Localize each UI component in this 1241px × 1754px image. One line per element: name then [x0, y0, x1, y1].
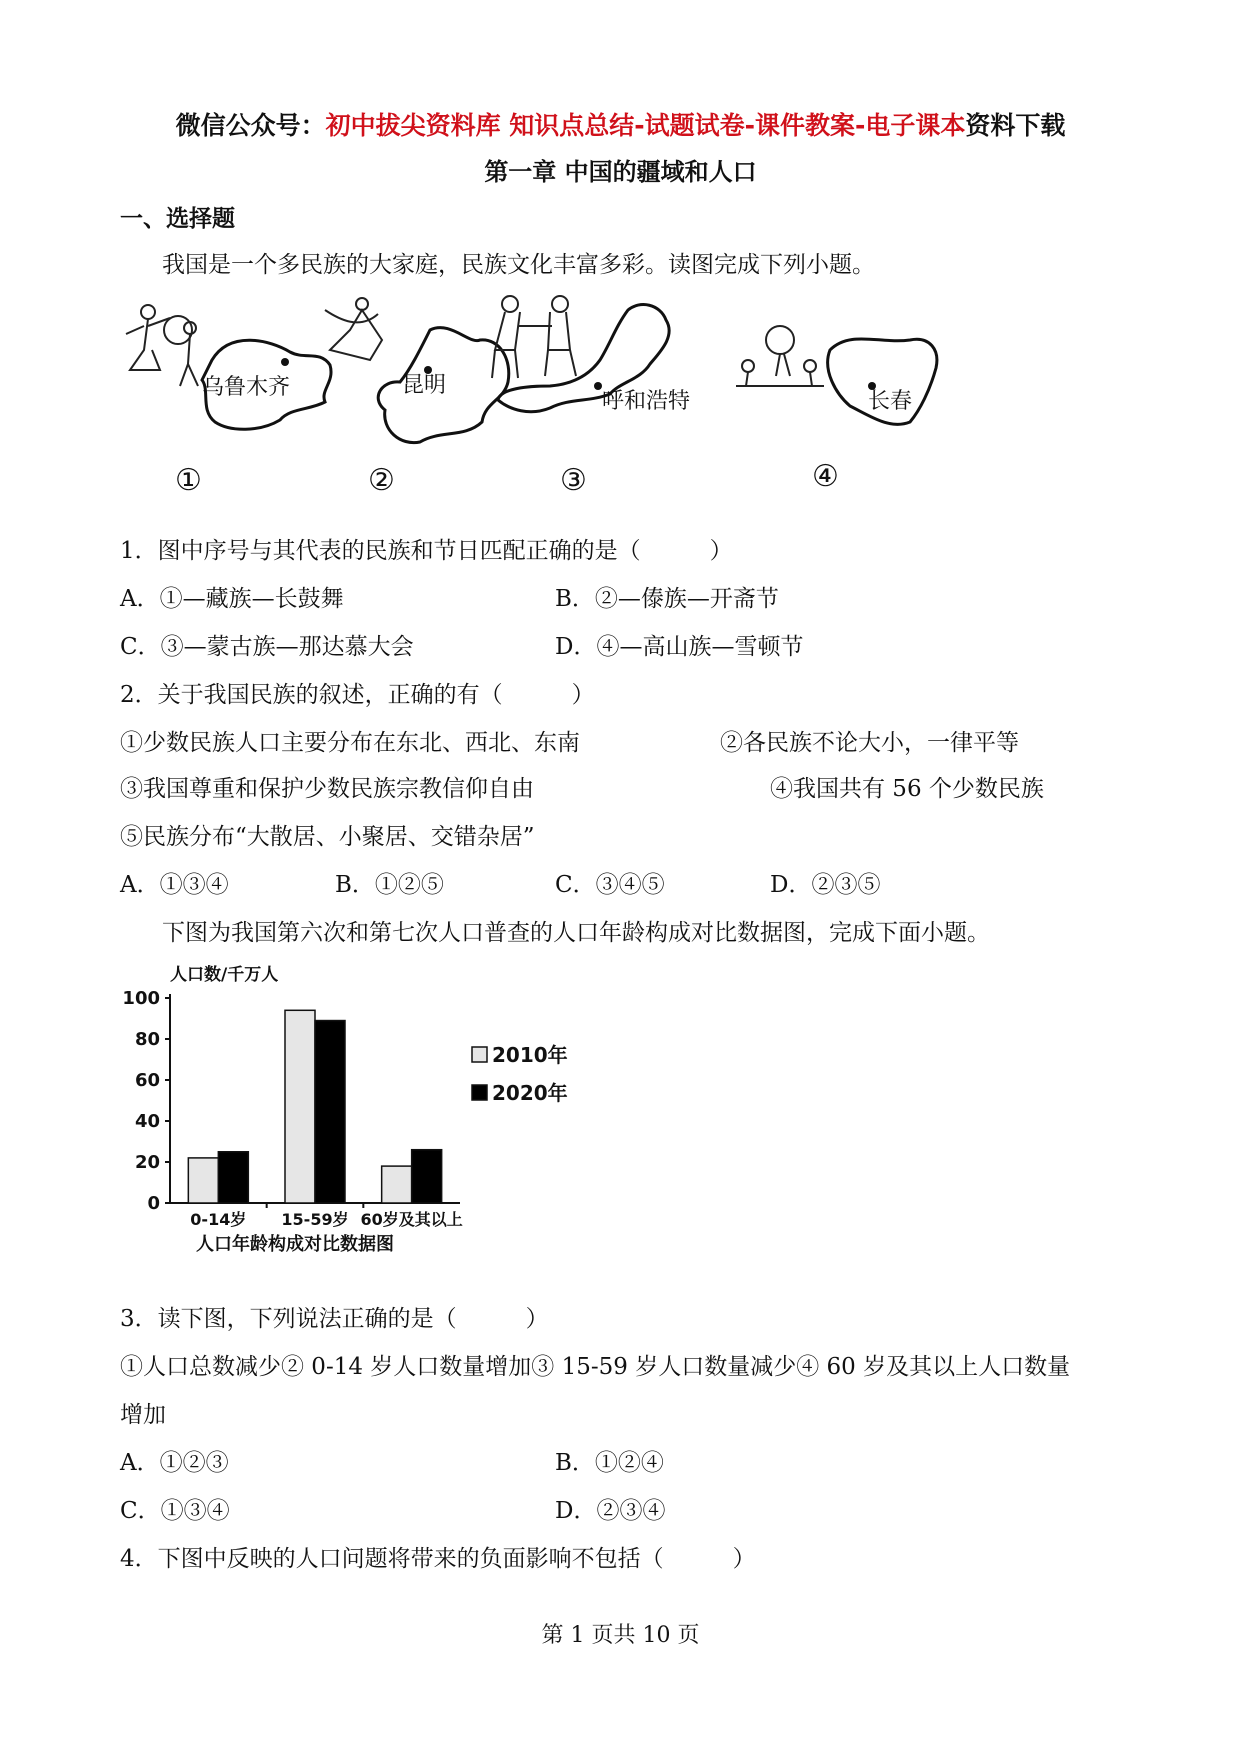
header-red-text: 初中拔尖资料库 知识点总结-试题试卷-课件教案-电子课本 — [325, 111, 966, 140]
legend-swatch — [472, 1047, 487, 1062]
dancer-illustration-2 — [325, 298, 382, 360]
y-tick-label: 20 — [134, 1152, 160, 1173]
bar-2020年-0-14岁 — [218, 1152, 248, 1203]
city-label-1: 乌鲁木齐 — [202, 375, 291, 400]
q2-stem: 2．关于我国民族的叙述，正确的有（ ） — [120, 682, 595, 708]
q1-option-d: D．④—高山族—雪顿节 — [555, 634, 804, 660]
city-label-3: 呼和浩特 — [602, 389, 691, 414]
legend-swatch — [472, 1085, 487, 1100]
q3-stem: 3．读下图，下列说法正确的是（ ） — [120, 1306, 549, 1332]
x-tick-label: 15-59岁 — [281, 1210, 349, 1229]
q3-option-b: B．①②④ — [555, 1450, 664, 1476]
bar-2010年-60岁及其以上 — [382, 1166, 412, 1203]
q2-statement-3: ③我国尊重和保护少数民族宗教信仰自由 — [120, 776, 534, 802]
intro-text-1: 我国是一个多民族的大家庭，民族文化丰富多彩。读图完成下列小题。 — [162, 252, 875, 278]
q2-option-c: C．③④⑤ — [555, 872, 665, 898]
q2-option-b: B．①②⑤ — [335, 872, 444, 898]
legend-label: 2010年 — [492, 1043, 568, 1067]
map-panel-1 — [126, 305, 331, 498]
q1-stem: 1．图中序号与其代表的民族和节日匹配正确的是（ ） — [120, 538, 733, 564]
intro-text-2: 下图为我国第六次和第七次人口普查的人口年龄构成对比数据图，完成下面小题。 — [162, 920, 990, 946]
city-dot-3 — [594, 382, 602, 390]
q3-statements-line-2: 增加 — [120, 1402, 166, 1428]
chart-y-ticks — [122, 988, 170, 1214]
ethnic-maps-figure — [120, 290, 1060, 510]
bar-2010年-15-59岁 — [285, 1010, 315, 1203]
y-tick-label: 40 — [134, 1111, 160, 1132]
header-suffix: 资料下载 — [965, 111, 1066, 140]
q2-statement-4: ④我国共有 56 个少数民族 — [770, 776, 1044, 802]
q2-option-a: A．①③④ — [120, 872, 229, 898]
q2-statement-5: ⑤民族分布“大散居、小聚居、交错杂居” — [120, 824, 535, 850]
city-label-2: 昆明 — [402, 373, 447, 398]
q2-option-d: D．②③⑤ — [770, 872, 881, 898]
map-panel-2 — [325, 298, 509, 498]
x-tick-label: 60岁及其以上 — [360, 1210, 463, 1229]
section-title: 一、选择题 — [120, 206, 235, 232]
y-tick-label: 60 — [134, 1070, 160, 1091]
city-dot-1 — [281, 358, 289, 366]
q3-option-d: D．②③④ — [555, 1498, 666, 1524]
chart-y-axis-label: 人口数/千万人 — [170, 965, 279, 985]
chart-bars — [188, 1010, 441, 1203]
q3-option-c: C．①③④ — [120, 1498, 230, 1524]
chapter-title: 第一章 中国的疆域和人口 — [484, 158, 757, 186]
page-footer: 第 1 页共 10 页 — [541, 1623, 700, 1648]
map-panel-4 — [736, 326, 937, 494]
bar-2020年-15-59岁 — [315, 1021, 345, 1203]
q1-option-c: C．③—蒙古族—那达慕大会 — [120, 634, 414, 660]
page-header — [0, 106, 1241, 142]
map-number-1: ① — [175, 463, 202, 498]
q1-option-a: A．①—藏族—长鼓舞 — [120, 586, 344, 612]
map-number-3: ③ — [560, 463, 587, 498]
bar-2020年-60岁及其以上 — [412, 1150, 442, 1203]
x-tick-label: 0-14岁 — [190, 1210, 247, 1229]
bar-2010年-0-14岁 — [188, 1158, 218, 1203]
q2-statement-2: ②各民族不论大小，一律平等 — [720, 730, 1019, 756]
y-tick-label: 100 — [122, 988, 160, 1009]
swing-illustration-4 — [736, 326, 824, 386]
q1-option-b: B．②—傣族—开斋节 — [555, 586, 779, 612]
header-prefix: 微信公众号： — [175, 111, 326, 140]
map-number-2: ② — [368, 463, 395, 498]
chart-x-ticks — [190, 1203, 462, 1229]
city-label-4: 长春 — [868, 389, 913, 414]
population-age-chart — [120, 958, 570, 1258]
y-tick-label: 0 — [147, 1193, 160, 1214]
q4-stem: 4．下图中反映的人口问题将带来的负面影响不包括（ ） — [120, 1546, 756, 1572]
legend-label: 2020年 — [492, 1081, 568, 1105]
q3-statements-line-1: ①人口总数减少② 0-14 岁人口数量增加③ 15-59 岁人口数量减少④ 60 岁及其以上人口数量 — [120, 1354, 1071, 1380]
wrestlers-illustration-3 — [492, 296, 576, 378]
y-tick-label: 80 — [134, 1029, 160, 1050]
q2-statement-1: ①少数民族人口主要分布在东北、西北、东南 — [120, 730, 580, 756]
map-panel-3 — [492, 296, 690, 498]
map-number-4: ④ — [812, 459, 839, 494]
dancers-illustration-1 — [126, 305, 198, 386]
chart-legend — [472, 1043, 568, 1105]
chart-title: 人口年龄构成对比数据图 — [196, 1234, 394, 1255]
q3-option-a: A．①②③ — [120, 1450, 229, 1476]
